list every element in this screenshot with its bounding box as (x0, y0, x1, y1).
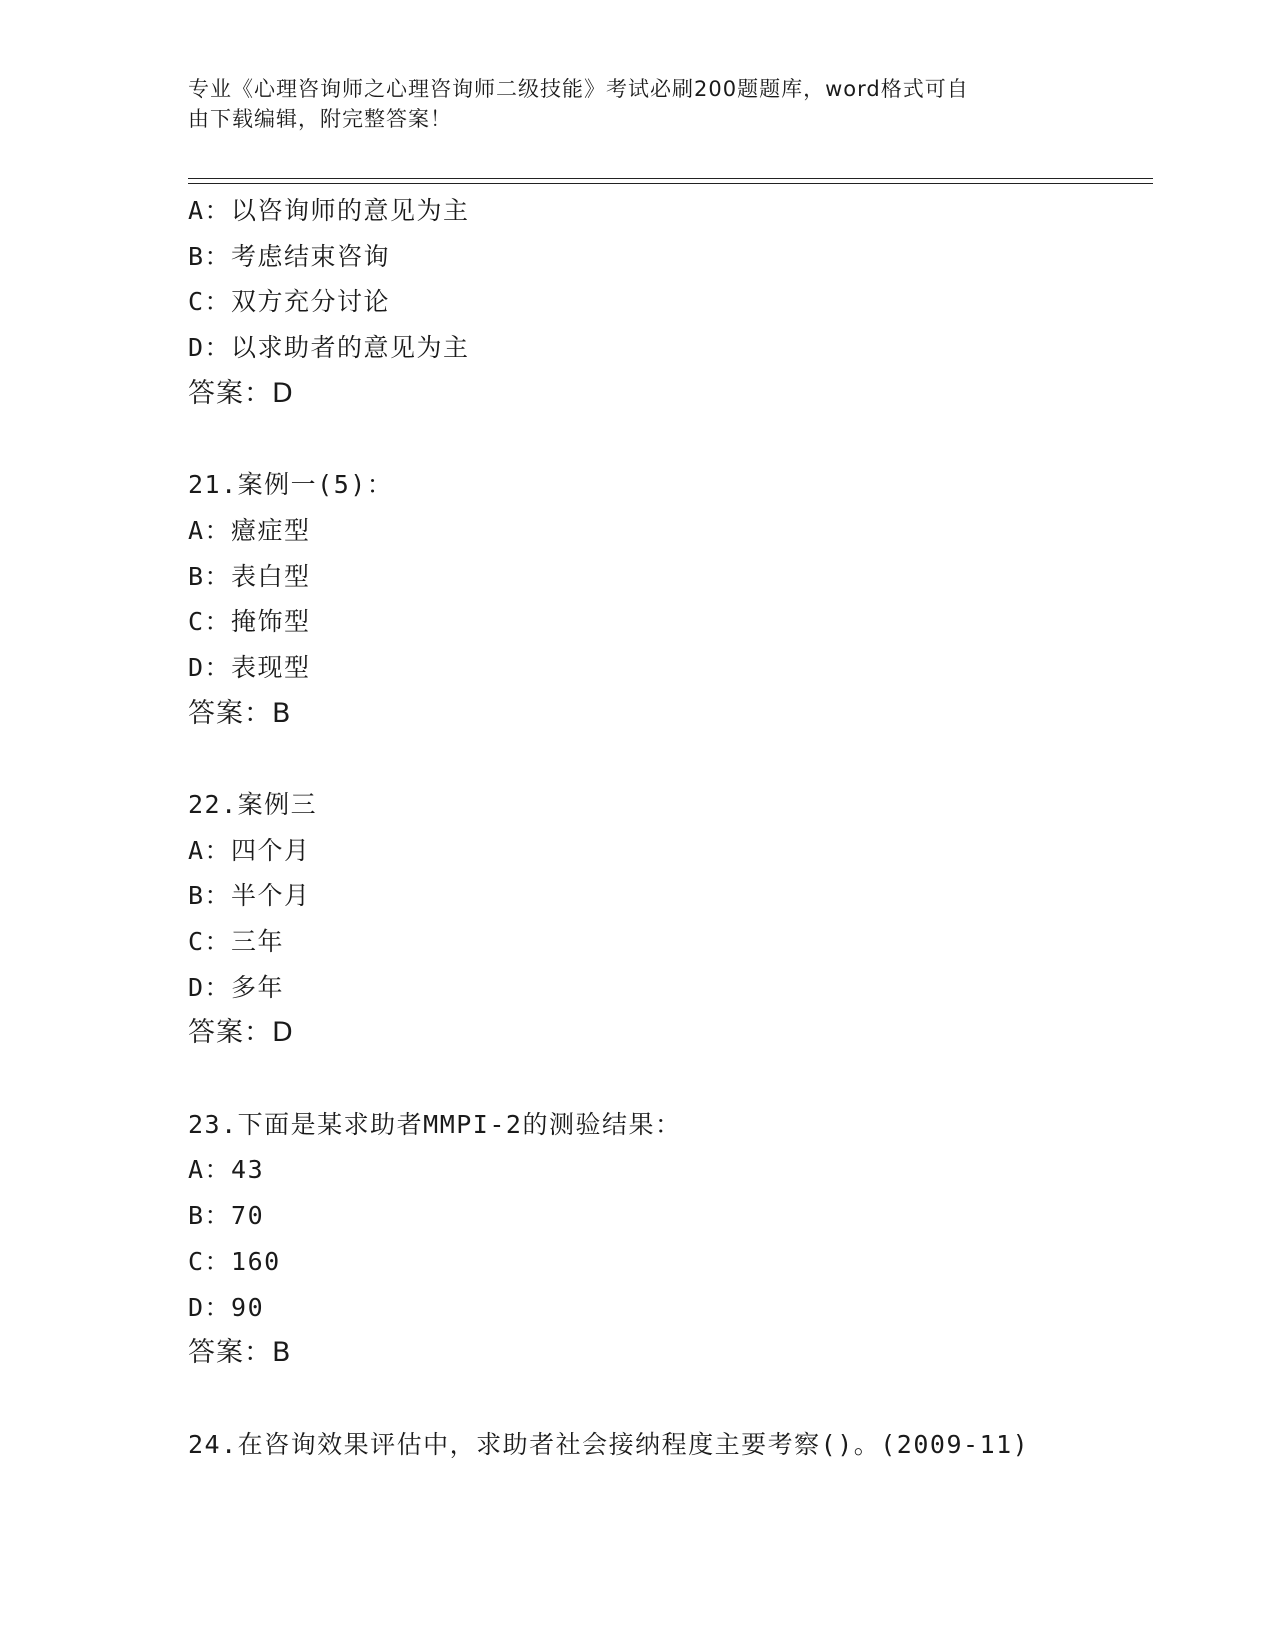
question-text: 24.在咨询效果评估中，求助者社会接纳程度主要考察()。(2009-11) (188, 1429, 1030, 1459)
question-block (188, 462, 1148, 736)
option-a: A：以咨询师的意见为主 (188, 196, 470, 225)
option-d: D：90 (188, 1292, 265, 1322)
question-block (188, 1102, 1148, 1376)
question-text: 22.案例三 (188, 789, 318, 819)
question-text: 23.下面是某求助者MMPI-2的测验结果： (188, 1109, 682, 1139)
document-header (188, 74, 1068, 134)
option-d: D：以求助者的意见为主 (188, 333, 470, 363)
question-block (188, 782, 1148, 1056)
option-d: D：多年 (188, 972, 285, 1002)
option-b: B：表白型 (188, 561, 311, 591)
question-block (188, 188, 1148, 416)
header-divider-top (188, 178, 1153, 179)
header-line-1: 专业《心理咨询师之心理咨询师二级技能》考试必刷200题题库，word格式可自 (188, 77, 969, 101)
block-spacer (188, 1376, 1148, 1422)
answer-line: 答案：D (188, 1017, 294, 1049)
option-b: B：70 (188, 1201, 265, 1231)
answer-line: 答案：D (188, 377, 294, 409)
option-b: B：半个月 (188, 881, 311, 911)
block-spacer (188, 416, 1148, 462)
block-spacer (188, 1056, 1148, 1102)
answer-line: 答案：B (188, 1337, 292, 1369)
option-a: A：43 (188, 1155, 265, 1185)
option-c: C：160 (188, 1246, 281, 1276)
option-c: C：掩饰型 (188, 607, 311, 637)
option-a: A：癔症型 (188, 515, 311, 545)
header-divider-bottom (188, 183, 1153, 184)
block-spacer (188, 736, 1148, 782)
option-c: C：双方充分讨论 (188, 287, 391, 317)
question-text: 21.案例一(5)： (188, 470, 394, 500)
question-list (188, 188, 1148, 1467)
option-a: A：四个月 (188, 835, 311, 865)
header-line-2: 由下载编辑，附完整答案！ (188, 107, 452, 131)
option-d: D：表现型 (188, 652, 311, 682)
option-b: B：考虑结束咨询 (188, 241, 391, 271)
option-c: C：三年 (188, 927, 285, 956)
answer-line: 答案：B (188, 697, 292, 729)
